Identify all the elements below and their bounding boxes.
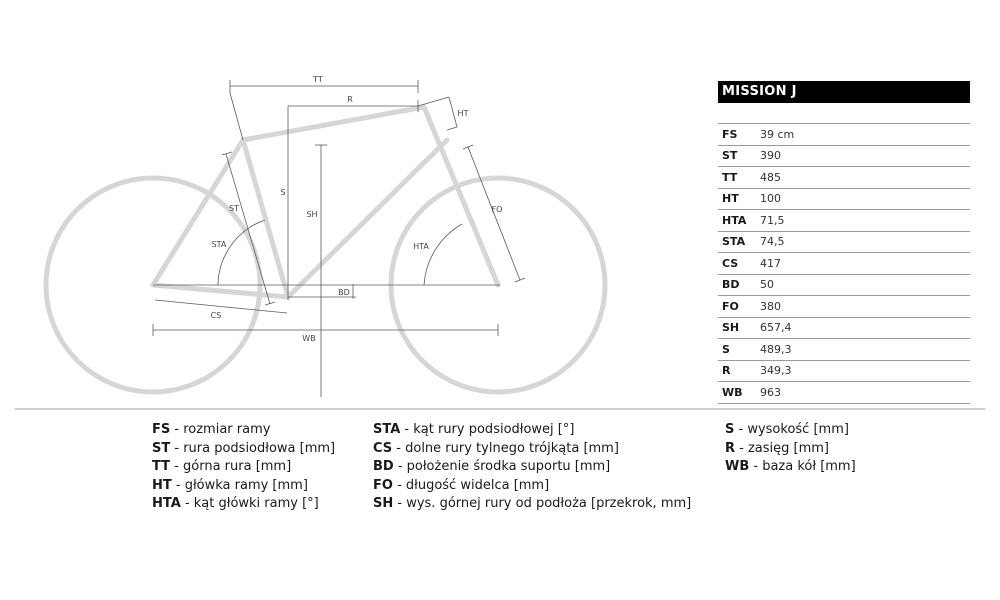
legend-text: - położenie środka suportu [mm]: [393, 459, 611, 474]
legend-item-fs: [152, 421, 335, 440]
legend-item-wb: [725, 458, 856, 477]
legend-code: BD: [373, 459, 394, 474]
dim-label-cs: CS: [210, 311, 222, 320]
spec-value: 100: [760, 192, 781, 206]
spec-code: S: [722, 342, 730, 356]
legend-column-3: [725, 421, 856, 477]
legend-text: - kąt główki ramy [°]: [180, 496, 319, 511]
legend-code: CS: [373, 440, 393, 456]
legend-code: FO: [373, 477, 393, 493]
bike-frame: [153, 107, 498, 297]
dimension-lines: [153, 80, 525, 397]
legend-item-st: [152, 440, 335, 459]
spec-code: TT: [722, 170, 738, 184]
spec-value: 349,3: [760, 364, 792, 378]
spec-table: [718, 81, 970, 404]
legend-item-ht: [152, 477, 335, 496]
legend-column-1: [152, 421, 335, 514]
spec-value: 74,5: [760, 235, 785, 249]
spec-row-ht: [718, 189, 970, 211]
legend-code: SH: [373, 496, 394, 511]
spec-value: 71,5: [760, 213, 785, 227]
spec-value: 963: [760, 385, 781, 399]
spec-value: 50: [760, 278, 774, 292]
legend-text: - rura podsiodłowa [mm]: [170, 440, 336, 456]
spec-row-sh: [718, 318, 970, 340]
legend-code: ST: [152, 440, 171, 456]
spec-code: STA: [722, 235, 746, 249]
legend-text: - wys. górnej rury od podłoża [przekrok, mm]: [393, 496, 692, 511]
dim-label-sh: SH: [306, 210, 318, 219]
legend-code: WB: [725, 459, 750, 474]
divider: [15, 408, 985, 410]
spec-row-wb: [718, 382, 970, 404]
legend-text: - długość widelca [mm]: [392, 477, 550, 493]
legend-item-s: [725, 421, 856, 440]
spec-value: 489,3: [760, 342, 792, 356]
spec-row-st: [718, 146, 970, 168]
legend-code: FS: [152, 422, 171, 437]
dim-label-r: R: [347, 95, 353, 104]
spec-gap: [718, 103, 970, 124]
legend-text: - dolne rury tylnego trójkąta [mm]: [392, 440, 619, 456]
legend-text: - rozmiar ramy: [170, 422, 271, 437]
legend-item-bd: [373, 458, 691, 477]
legend-code: HTA: [152, 496, 181, 511]
dim-label-st: ST: [229, 204, 239, 213]
legend-text: - zasięg [mm]: [735, 440, 829, 456]
spec-row-cs: [718, 253, 970, 275]
spec-code: R: [722, 364, 731, 378]
spec-code: FO: [722, 299, 739, 313]
bike-geometry-diagram: [0, 0, 710, 408]
spec-code: CS: [722, 256, 739, 270]
legend-item-tt: [152, 458, 335, 477]
legend-text: - kąt rury podsiodłowej [°]: [400, 422, 575, 437]
spec-value: 390: [760, 149, 781, 163]
dim-label-bd: BD: [338, 288, 350, 297]
spec-code: SH: [722, 321, 740, 335]
legend-item-sta: [373, 421, 691, 440]
spec-row-r: [718, 361, 970, 383]
spec-row-hta: [718, 210, 970, 232]
dim-label-hta: HTA: [413, 242, 429, 251]
spec-value: 417: [760, 256, 781, 270]
spec-value: 485: [760, 170, 781, 184]
legend-code: HT: [152, 477, 172, 493]
dim-label-ht: HT: [457, 109, 469, 118]
legend-code: R: [725, 440, 736, 456]
dim-label-sta: STA: [211, 240, 227, 249]
spec-code: FS: [722, 127, 738, 141]
spec-value: 380: [760, 299, 781, 313]
spec-value: 657,4: [760, 321, 792, 335]
legend-column-2: [373, 421, 691, 514]
spec-title: MISSION J: [718, 81, 970, 103]
legend-code: S: [725, 422, 735, 437]
spec-row-fs: [718, 124, 970, 146]
legend-item-hta: [152, 495, 335, 514]
legend-code: STA: [373, 422, 401, 437]
legend-item-fo: [373, 477, 691, 496]
spec-rows: [718, 124, 970, 404]
spec-code: BD: [722, 278, 740, 292]
spec-row-s: [718, 339, 970, 361]
spec-code: HT: [722, 192, 739, 206]
spec-value: 39 cm: [760, 127, 795, 141]
spec-row-bd: [718, 275, 970, 297]
spec-row-tt: [718, 167, 970, 189]
spec-code: HTA: [722, 213, 747, 227]
legend-text: - wysokość [mm]: [734, 422, 849, 437]
legend-code: TT: [152, 459, 171, 474]
dim-label-s: S: [280, 188, 286, 197]
spec-row-fo: [718, 296, 970, 318]
legend-item-r: [725, 440, 856, 459]
dim-label-wb: WB: [302, 334, 316, 343]
dim-label-fo: FO: [491, 205, 503, 214]
legend-item-cs: [373, 440, 691, 459]
spec-code: WB: [722, 385, 743, 399]
legend-text: - górna rura [mm]: [170, 459, 292, 474]
legend-item-sh: [373, 495, 691, 514]
dim-label-tt: TT: [313, 75, 323, 84]
legend-text: - główka ramy [mm]: [171, 477, 308, 493]
spec-row-sta: [718, 232, 970, 254]
legend-text: - baza kół [mm]: [749, 459, 856, 474]
spec-code: ST: [722, 149, 738, 163]
